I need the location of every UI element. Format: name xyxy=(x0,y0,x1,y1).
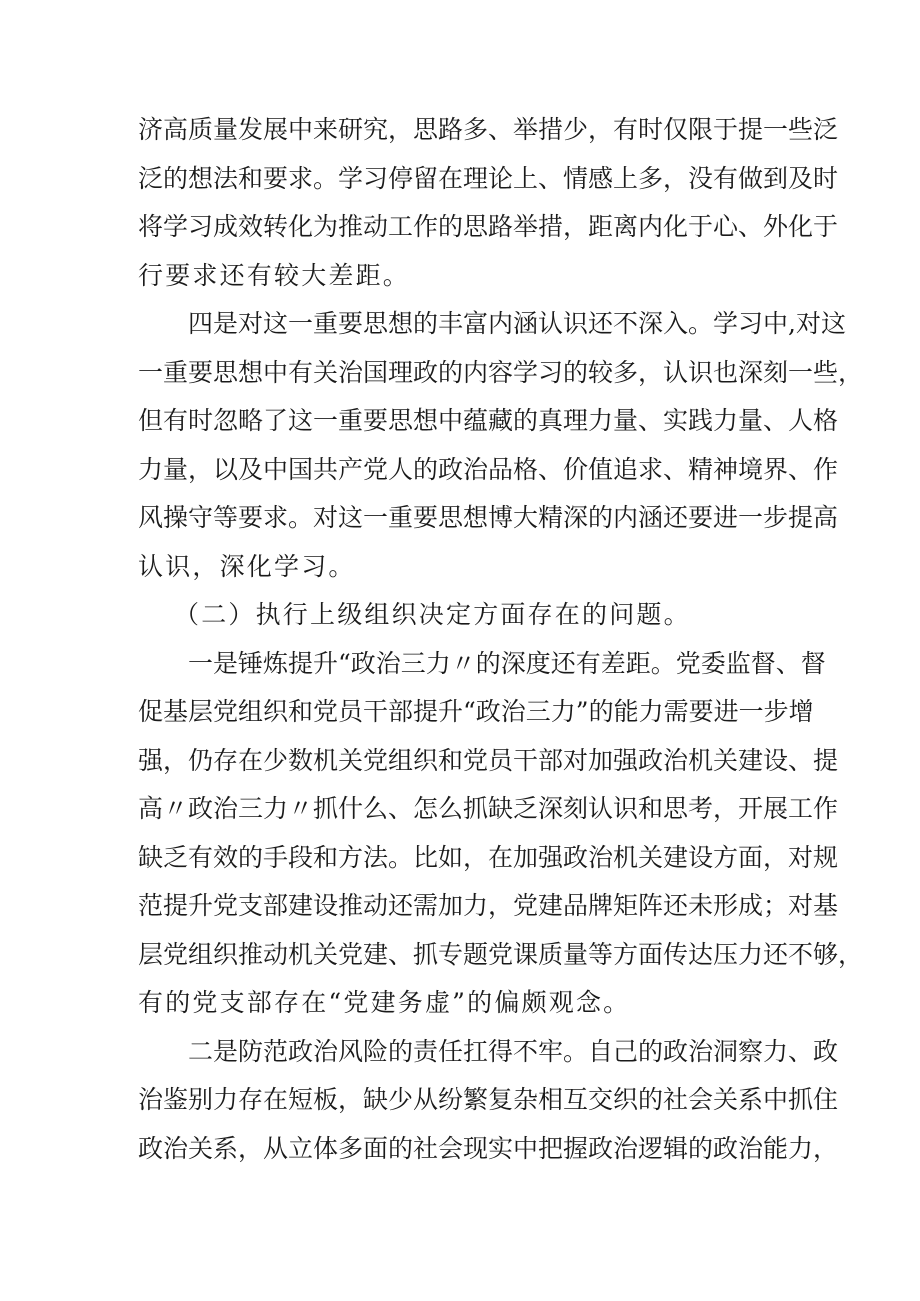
text-line: 缺乏有效的手段和方法。比如，在加强政治机关建设方面，对规 xyxy=(138,843,839,872)
text-line: 有的党支部存在“党建务虚”的偏颇观念。 xyxy=(138,988,631,1017)
text-line: 认识，深化学习。 xyxy=(138,552,356,581)
text-line: 高〃政治三力〃抓什么、怎么抓缺乏深刻认识和思考，开展工作 xyxy=(138,794,839,823)
text-line: 一重要思想中有关治国理政的内容学习的较多，认识也深刻一些， xyxy=(138,358,864,387)
text-line: 促基层党组织和党员干部提升“政治三力”的能力需要进一步增 xyxy=(138,697,814,726)
text-line: 将学习成效转化为推动工作的思路举措，距离内化于心、外化于 xyxy=(138,212,839,241)
text-line: 政治关系，从立体多面的社会现实中把握政治逻辑的政治能力， xyxy=(138,1134,839,1163)
text-line: 层党组织推动机关党建、抓专题党课质量等方面传达压力还不够， xyxy=(138,940,864,969)
text-line: 泛的想法和要求。学习停留在理论上、情感上多，没有做到及时 xyxy=(138,164,839,193)
text-line: 但有时忽略了这一重要思想中蕴藏的真理力量、实践力量、人格 xyxy=(138,406,839,435)
text-line: 范提升党支部建设推动还需加力，党建品牌矩阵还未形成；对基 xyxy=(138,891,839,920)
text-line: 济高质量发展中来研究，思路多、举措少，有时仅限于提一些泛 xyxy=(138,115,839,144)
section-heading: （二）执行上级组织决定方面存在的问题。 xyxy=(174,600,691,629)
paragraph-first-line: 二是防范政治风险的责任扛得不牢。自己的政治洞察力、政 xyxy=(188,1037,839,1066)
text-line: 力量，以及中国共产党人的政治品格、价值追求、精神境界、作 xyxy=(138,455,839,484)
paragraph-first-line: 四是对这一重要思想的丰富内涵认识还不深入。学习中,对这 xyxy=(188,309,846,338)
text-line: 风操守等要求。对这一重要思想博大精深的内涵还要进一步提高 xyxy=(138,503,839,532)
text-line: 治鉴别力存在短板，缺少从纷繁复杂相互交织的社会关系中抓住 xyxy=(138,1085,839,1114)
text-line: 强，仍存在少数机关党组织和党员干部对加强政治机关建设、提 xyxy=(138,746,839,775)
paragraph-first-line: 一是锤炼提升“政治三力〃的深度还有差距。党委监督、督 xyxy=(188,649,826,678)
text-line: 行要求还有较大差距。 xyxy=(138,261,411,290)
